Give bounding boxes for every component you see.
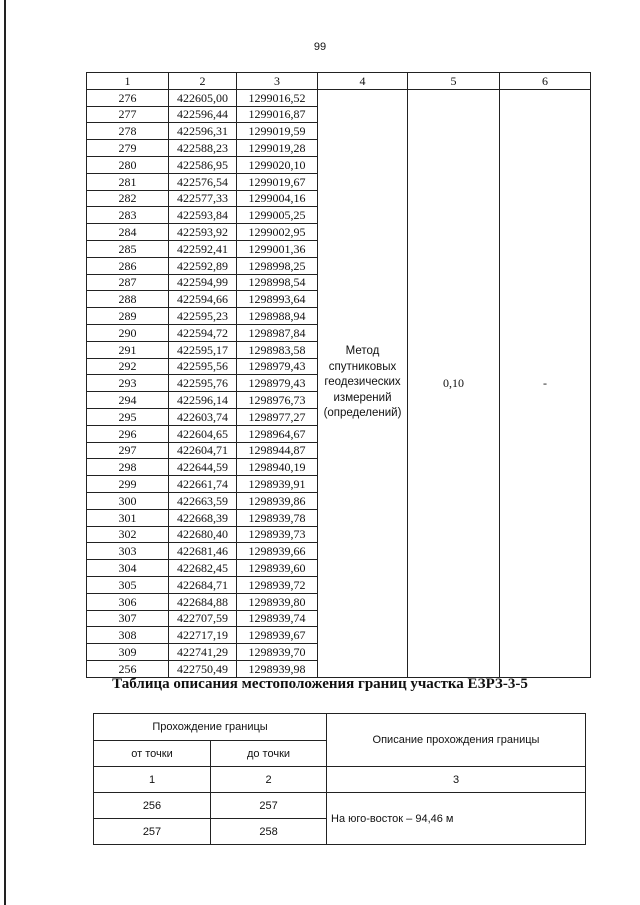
point-number-cell: 256: [87, 660, 169, 677]
point-number-cell: 283: [87, 207, 169, 224]
x-coordinate-cell: 422741,29: [169, 644, 237, 661]
point-number-cell: 286: [87, 257, 169, 274]
col-number-1: 1: [94, 767, 211, 793]
y-coordinate-cell: 1299005,25: [237, 207, 318, 224]
x-coordinate-cell: 422663,59: [169, 492, 237, 509]
y-coordinate-cell: 1298939,70: [237, 644, 318, 661]
accuracy-cell: 0,10: [408, 89, 500, 677]
y-coordinate-cell: 1299016,87: [237, 106, 318, 123]
to-point-cell: 258: [211, 819, 327, 845]
header-col-1: 1: [87, 73, 169, 90]
x-coordinate-cell: 422588,23: [169, 140, 237, 157]
point-number-cell: 308: [87, 627, 169, 644]
y-coordinate-cell: 1298979,43: [237, 358, 318, 375]
header-col-2: 2: [169, 73, 237, 90]
col-number-3: 3: [327, 767, 586, 793]
y-coordinate-cell: 1299004,16: [237, 190, 318, 207]
y-coordinate-cell: 1298979,43: [237, 375, 318, 392]
point-number-cell: 276: [87, 89, 169, 106]
y-coordinate-cell: 1298939,74: [237, 610, 318, 627]
x-coordinate-cell: 422592,41: [169, 240, 237, 257]
header-description: Описание прохождения границы: [327, 714, 586, 767]
y-coordinate-cell: 1298939,86: [237, 492, 318, 509]
x-coordinate-cell: 422593,92: [169, 224, 237, 241]
x-coordinate-cell: 422596,31: [169, 123, 237, 140]
y-coordinate-cell: 1298939,72: [237, 576, 318, 593]
y-coordinate-cell: 1298939,78: [237, 509, 318, 526]
point-number-cell: 291: [87, 341, 169, 358]
x-coordinate-cell: 422644,59: [169, 459, 237, 476]
point-number-cell: 297: [87, 442, 169, 459]
x-coordinate-cell: 422681,46: [169, 543, 237, 560]
x-coordinate-cell: 422680,40: [169, 526, 237, 543]
y-coordinate-cell: 1298964,67: [237, 425, 318, 442]
header-from-point: от точки: [94, 741, 211, 767]
y-coordinate-cell: 1298998,54: [237, 274, 318, 291]
x-coordinate-cell: 422661,74: [169, 476, 237, 493]
y-coordinate-cell: 1299019,67: [237, 173, 318, 190]
point-number-cell: 285: [87, 240, 169, 257]
point-number-cell: 280: [87, 156, 169, 173]
header-col-4: 4: [318, 73, 408, 90]
y-coordinate-cell: 1298940,19: [237, 459, 318, 476]
header-to-point: до точки: [211, 741, 327, 767]
point-number-cell: 299: [87, 476, 169, 493]
y-coordinate-cell: 1298993,64: [237, 291, 318, 308]
y-coordinate-cell: 1298939,73: [237, 526, 318, 543]
x-coordinate-cell: 422596,44: [169, 106, 237, 123]
x-coordinate-cell: 422576,54: [169, 173, 237, 190]
point-number-cell: 292: [87, 358, 169, 375]
point-number-cell: 290: [87, 324, 169, 341]
y-coordinate-cell: 1298977,27: [237, 408, 318, 425]
point-number-cell: 302: [87, 526, 169, 543]
point-number-cell: 295: [87, 408, 169, 425]
point-number-cell: 296: [87, 425, 169, 442]
method-cell: Метод спутниковых геодезических измерений (определений): [318, 89, 408, 677]
point-number-cell: 304: [87, 560, 169, 577]
x-coordinate-cell: 422594,72: [169, 324, 237, 341]
from-point-cell: 257: [94, 819, 211, 845]
x-coordinate-cell: 422668,39: [169, 509, 237, 526]
point-number-cell: 288: [87, 291, 169, 308]
header-col-6: 6: [500, 73, 591, 90]
x-coordinate-cell: 422684,88: [169, 593, 237, 610]
x-coordinate-cell: 422596,14: [169, 392, 237, 409]
col-number-2: 2: [211, 767, 327, 793]
x-coordinate-cell: 422593,84: [169, 207, 237, 224]
x-coordinate-cell: 422750,49: [169, 660, 237, 677]
x-coordinate-cell: 422603,74: [169, 408, 237, 425]
page-number: 99: [313, 41, 327, 53]
table-row: [87, 89, 591, 106]
header-col-3: 3: [237, 73, 318, 90]
y-coordinate-cell: 1298987,84: [237, 324, 318, 341]
header-passage: Прохождение границы: [94, 714, 327, 741]
x-coordinate-cell: 422717,19: [169, 627, 237, 644]
point-number-cell: 278: [87, 123, 169, 140]
point-number-cell: 281: [87, 173, 169, 190]
header-col-5: 5: [408, 73, 500, 90]
section-title: Таблица описания местоположения границ участка ЕЗРЗ-3-5: [112, 676, 528, 692]
x-coordinate-cell: 422707,59: [169, 610, 237, 627]
y-coordinate-cell: 1299002,95: [237, 224, 318, 241]
point-number-cell: 277: [87, 106, 169, 123]
x-coordinate-cell: 422594,99: [169, 274, 237, 291]
x-coordinate-cell: 422595,76: [169, 375, 237, 392]
y-coordinate-cell: 1298939,80: [237, 593, 318, 610]
border-description-table: [93, 713, 586, 845]
x-coordinate-cell: 422684,71: [169, 576, 237, 593]
x-coordinate-cell: 422577,33: [169, 190, 237, 207]
point-number-cell: 287: [87, 274, 169, 291]
y-coordinate-cell: 1299001,36: [237, 240, 318, 257]
x-coordinate-cell: 422586,95: [169, 156, 237, 173]
point-number-cell: 301: [87, 509, 169, 526]
point-number-cell: 307: [87, 610, 169, 627]
y-coordinate-cell: 1298939,67: [237, 627, 318, 644]
y-coordinate-cell: 1298976,73: [237, 392, 318, 409]
point-number-cell: 294: [87, 392, 169, 409]
description-cell: На юго-восток – 94,46 м: [327, 793, 586, 845]
y-coordinate-cell: 1299016,52: [237, 89, 318, 106]
x-coordinate-cell: 422592,89: [169, 257, 237, 274]
y-coordinate-cell: 1298939,60: [237, 560, 318, 577]
y-coordinate-cell: 1299020,10: [237, 156, 318, 173]
point-number-cell: 282: [87, 190, 169, 207]
y-coordinate-cell: 1298988,94: [237, 308, 318, 325]
coords-header-row: [87, 73, 591, 90]
y-coordinate-cell: 1298998,25: [237, 257, 318, 274]
y-coordinate-cell: 1298983,58: [237, 341, 318, 358]
point-number-cell: 293: [87, 375, 169, 392]
point-number-cell: 306: [87, 593, 169, 610]
from-point-cell: 256: [94, 793, 211, 819]
y-coordinate-cell: 1299019,28: [237, 140, 318, 157]
page-edge-line: [4, 0, 6, 905]
y-coordinate-cell: 1299019,59: [237, 123, 318, 140]
point-number-cell: 305: [87, 576, 169, 593]
to-point-cell: 257: [211, 793, 327, 819]
x-coordinate-cell: 422605,00: [169, 89, 237, 106]
y-coordinate-cell: 1298939,98: [237, 660, 318, 677]
x-coordinate-cell: 422595,17: [169, 341, 237, 358]
coordinates-table: [86, 72, 591, 678]
point-number-cell: 300: [87, 492, 169, 509]
y-coordinate-cell: 1298939,91: [237, 476, 318, 493]
x-coordinate-cell: 422604,71: [169, 442, 237, 459]
point-number-cell: 284: [87, 224, 169, 241]
x-coordinate-cell: 422595,56: [169, 358, 237, 375]
point-number-cell: 279: [87, 140, 169, 157]
point-number-cell: 309: [87, 644, 169, 661]
x-coordinate-cell: 422595,23: [169, 308, 237, 325]
col6-cell: -: [500, 89, 591, 677]
x-coordinate-cell: 422604,65: [169, 425, 237, 442]
y-coordinate-cell: 1298939,66: [237, 543, 318, 560]
x-coordinate-cell: 422594,66: [169, 291, 237, 308]
y-coordinate-cell: 1298944,87: [237, 442, 318, 459]
point-number-cell: 303: [87, 543, 169, 560]
x-coordinate-cell: 422682,45: [169, 560, 237, 577]
point-number-cell: 289: [87, 308, 169, 325]
point-number-cell: 298: [87, 459, 169, 476]
